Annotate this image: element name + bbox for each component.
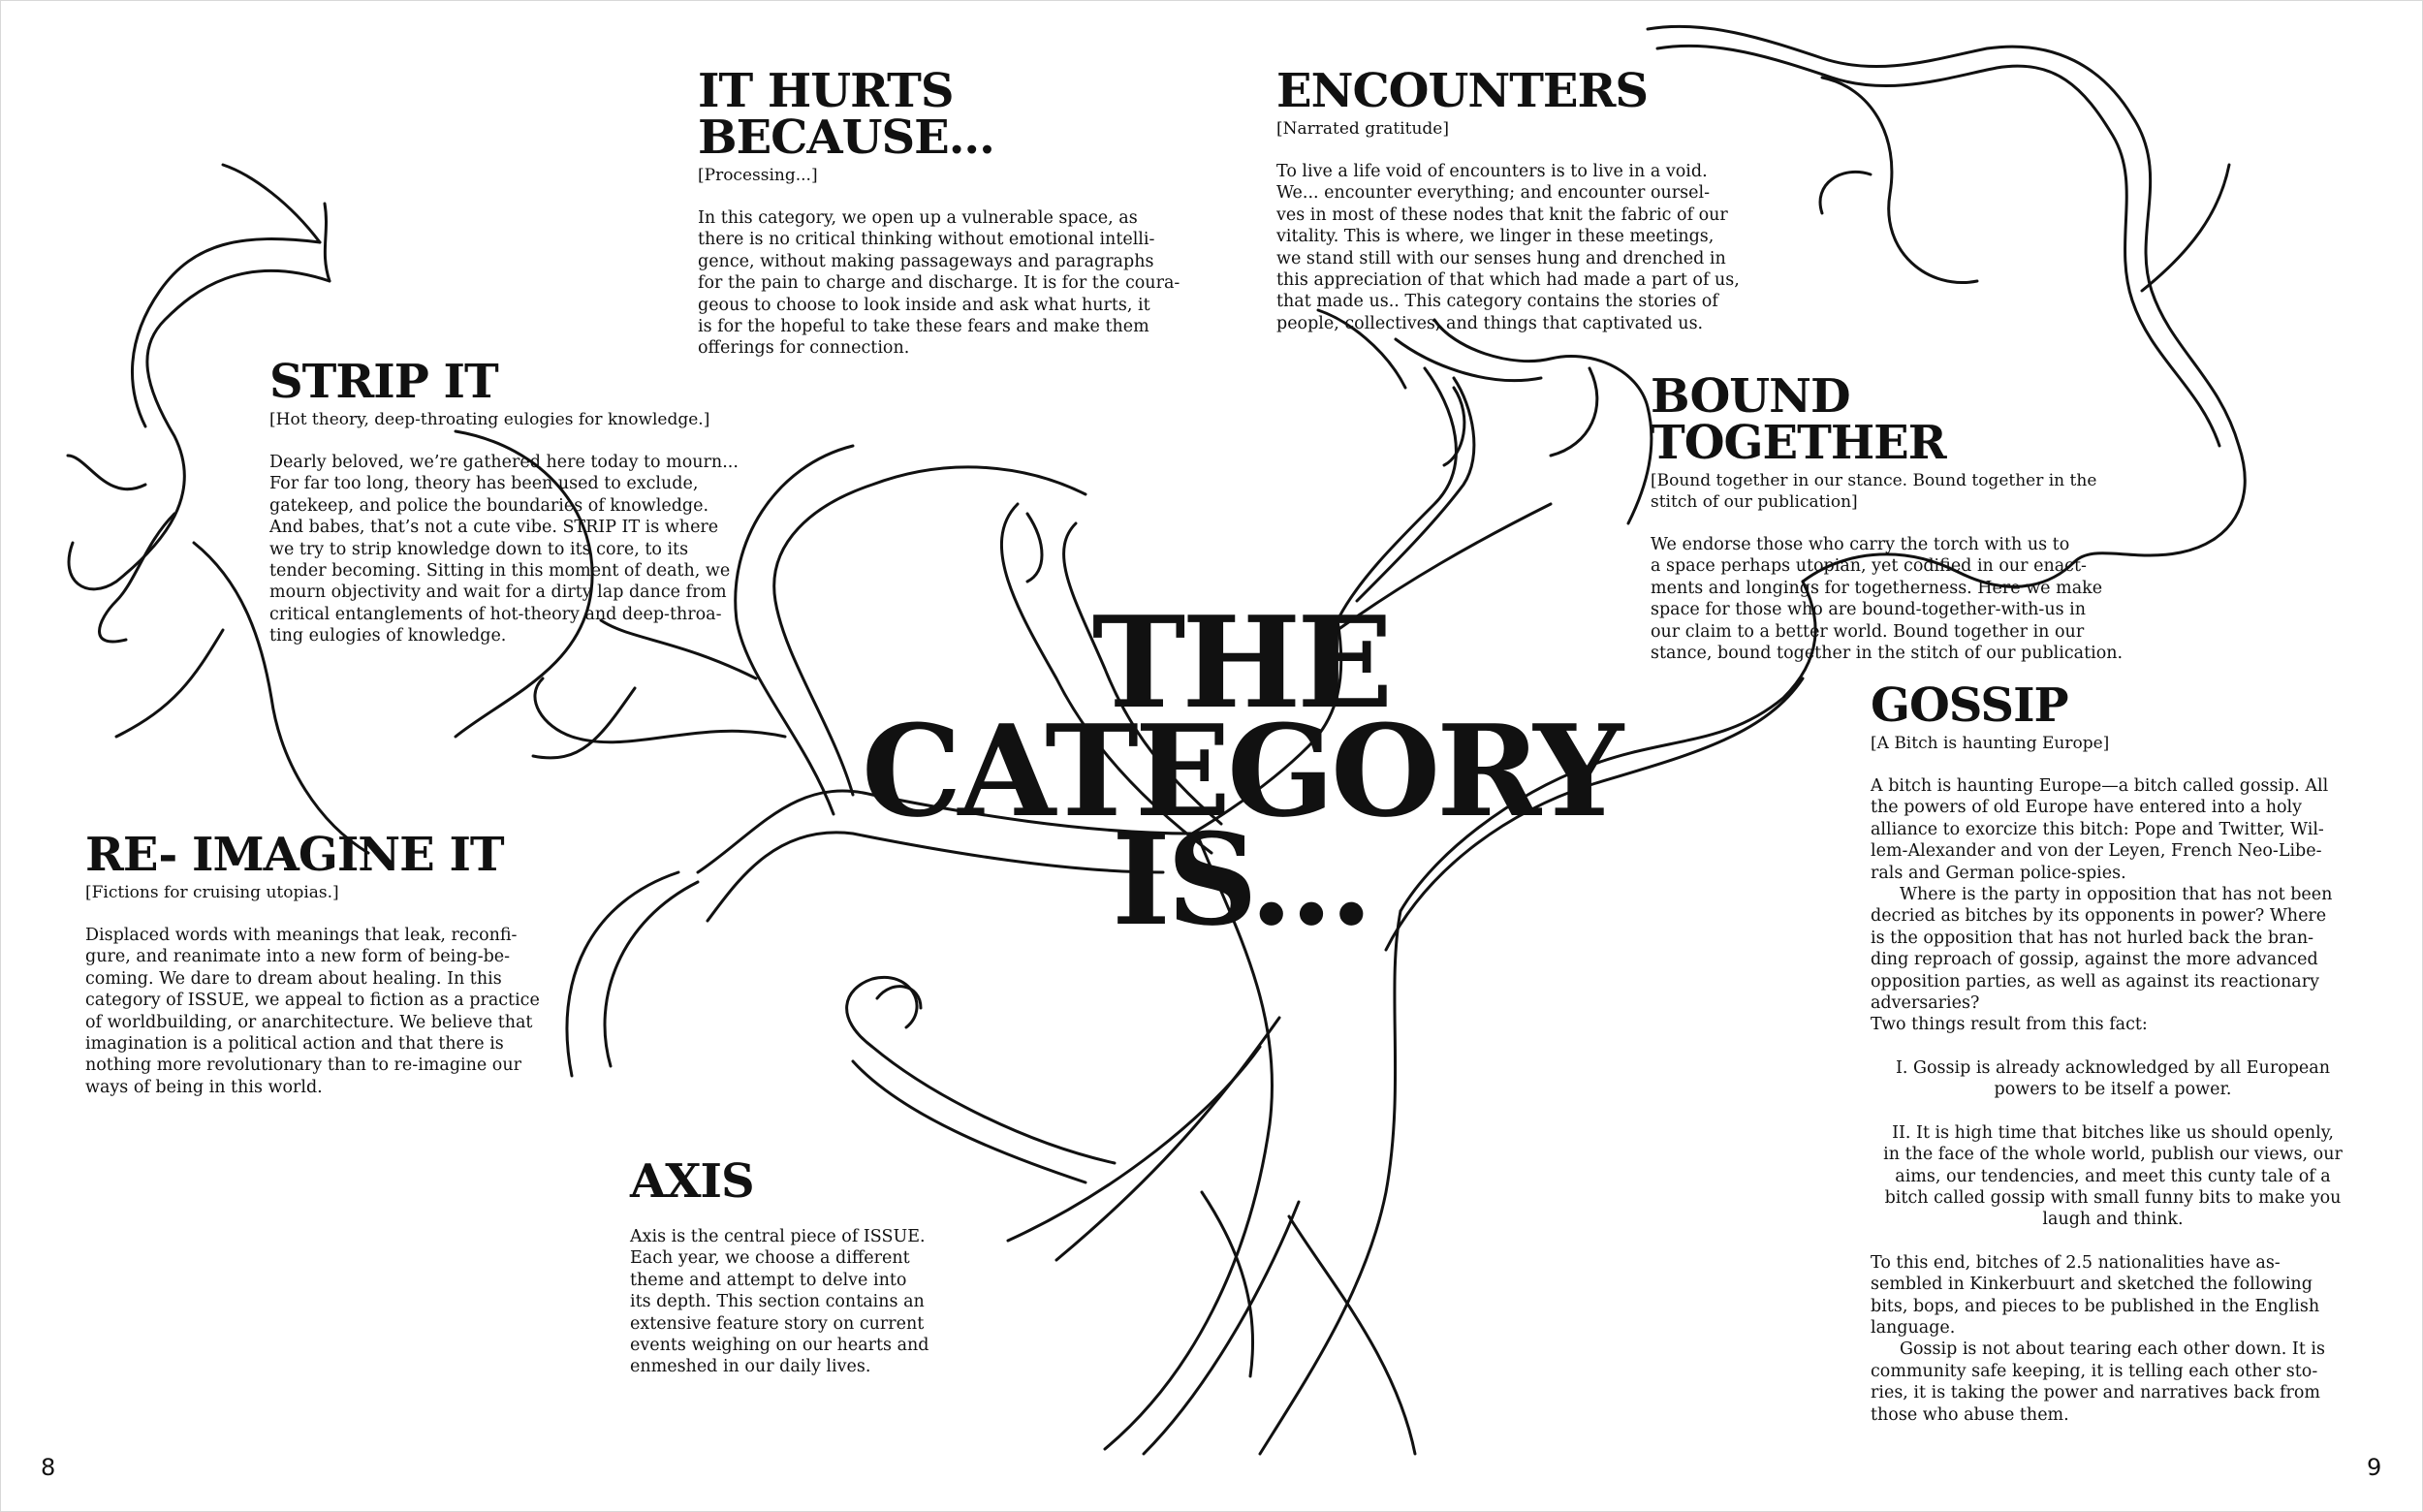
section-body	[1276, 161, 1761, 334]
body-line: ting eulogies of knowledge.	[269, 626, 507, 646]
section-strip-it	[269, 355, 754, 647]
section-subtitle: [Narrated gratitude]	[1276, 119, 1449, 139]
section-subtitle: [A Bitch is haunting Europe]	[1871, 734, 2110, 753]
paragraph-gap	[1871, 1231, 2355, 1252]
page-number-left: 8	[41, 1454, 56, 1481]
body-line: geous to choose to look inside and ask what hurts, it	[698, 295, 1150, 315]
center-title-line: THE	[1091, 588, 1390, 737]
section-subtitle: [Fictions for cruising utopias.]	[85, 883, 339, 902]
section-heading: BOUND TOGETHER	[1651, 369, 1946, 470]
section-re-imagine-it	[85, 828, 589, 1098]
section-heading: IT HURTS BECAUSE...	[698, 64, 994, 165]
body-line: lem-Alexander and von der Leyen, French Neo-Libe-	[1871, 841, 2322, 862]
body-line: stance, bound together in the stitch of our publication.	[1651, 644, 2124, 664]
body-line: bitch called gossip with small funny bits to make you	[1884, 1187, 2342, 1208]
body-line: vitality. This is where, we linger in these meetings,	[1276, 227, 1715, 247]
center-title-line: CATEGORY	[861, 697, 1621, 845]
section-body	[698, 207, 1241, 360]
body-line: its depth. This section contains an	[630, 1292, 925, 1312]
section-body	[85, 925, 589, 1098]
body-line: II. It is high time that bitches like us should openly,	[1892, 1122, 2334, 1143]
body-line: And babes, that’s not a cute vibe. STRIP IT is where	[269, 518, 719, 538]
section-it-hurts	[698, 64, 1241, 360]
body-line: rals and German police-spies.	[1871, 863, 2126, 883]
body-line: ves in most of these nodes that knit the fabric of our	[1276, 205, 1728, 225]
body-line: To this end, bitches of 2.5 nationalities have as-	[1871, 1252, 2281, 1273]
section-heading: GOSSIP	[1871, 678, 2068, 733]
body-line: alliance to exorcize this bitch: Pope and Twitter, Wil-	[1871, 819, 2324, 839]
body-line: language.	[1871, 1317, 1956, 1338]
body-line: aims, our tendencies, and meet this cunty tale of a	[1895, 1166, 2331, 1186]
body-line: space for those who are bound-together-with-us in	[1651, 600, 2087, 620]
body-line: In this category, we open up a vulnerable space, as	[698, 208, 1138, 228]
body-line: theme and attempt to delve into	[630, 1270, 907, 1290]
body-line: Displaced words with meanings that leak, reconfi-	[85, 926, 518, 945]
body-line: bits, bops, and pieces to be published in the English	[1871, 1296, 2320, 1316]
section-bound-together	[1651, 369, 2135, 664]
body-line: We... encounter everything; and encounter oursel-	[1276, 183, 1710, 204]
body-line: For far too long, theory has been used to exclude,	[269, 474, 699, 494]
body-line: there is no critical thinking without emotional intelli-	[698, 230, 1155, 250]
body-line: Gossip is not about tearing each other down. It is	[1900, 1339, 2325, 1360]
body-line: enmeshed in our daily lives.	[630, 1357, 871, 1377]
center-title-line: IS...	[1112, 805, 1369, 954]
section-encounters	[1276, 64, 1761, 334]
section-body	[1651, 534, 2135, 664]
body-line: extensive feature story on current	[630, 1313, 925, 1334]
body-line: is the opposition that has not hurled back the bran-	[1871, 928, 2314, 948]
section-heading: ENCOUNTERS	[1276, 64, 1649, 118]
section-subtitle: [Processing...]	[698, 166, 818, 185]
section-heading: RE- IMAGINE IT	[85, 828, 504, 882]
body-line: this appreciation of that which had made a part of us,	[1276, 270, 1740, 291]
body-line: opposition parties, as well as against its reactionary	[1871, 971, 2319, 992]
body-line: ding reproach of gossip, against the more advanced	[1871, 950, 2318, 970]
paragraph-gap	[1871, 1036, 2355, 1057]
section-axis	[630, 1154, 979, 1378]
section-heading: AXIS	[630, 1154, 754, 1209]
body-line: ments and longings for togetherness. Here we make	[1651, 578, 2103, 598]
body-line: a space perhaps utopian, yet codified in our enact-	[1651, 556, 2087, 577]
body-line: events weighing on our hearts and	[630, 1336, 929, 1356]
body-line: Each year, we choose a different	[630, 1248, 910, 1269]
body-line: coming. We dare to dream about healing. In this	[85, 968, 502, 989]
section-body	[630, 1226, 979, 1378]
body-line: Axis is the central piece of ISSUE.	[630, 1227, 926, 1246]
body-line: ways of being in this world.	[85, 1077, 323, 1097]
body-line: gence, without making passageways and paragraphs	[698, 251, 1154, 271]
body-line: gatekeep, and police the boundaries of knowledge.	[269, 495, 709, 516]
section-subtitle	[1651, 470, 2135, 513]
section-gossip	[1871, 678, 2355, 1426]
body-line: of worldbuilding, or anarchitecture. We believe that	[85, 1012, 533, 1032]
body-line: mourn objectivity and wait for a dirty lap dance from	[269, 583, 727, 603]
paragraph-gap	[1871, 1101, 2355, 1122]
body-line: Two things result from this fact:	[1871, 1015, 2148, 1035]
body-line: decried as bitches by its opponents in power? Where	[1871, 906, 2327, 927]
page-number-right: 9	[2367, 1454, 2382, 1481]
body-line: that made us.. This category contains the stories of	[1276, 292, 1718, 312]
body-line: is for the hopeful to take these fears and make them	[698, 317, 1149, 337]
body-line: A bitch is haunting Europe—a bitch called gossip. All	[1871, 776, 2329, 796]
body-line: I. Gossip is already acknowledged by all European	[1895, 1057, 2330, 1078]
body-line: gure, and reanimate into a new form of being-be-	[85, 947, 511, 967]
subtitle-line: stitch of our publication]	[1651, 492, 1858, 512]
body-line: Where is the party in opposition that has not been	[1900, 885, 2333, 905]
section-body	[269, 452, 754, 647]
body-line: powers to be itself a power.	[1994, 1080, 2232, 1100]
body-line: for the pain to charge and discharge. It is for the coura-	[698, 273, 1180, 294]
body-line: ries, it is taking the power and narratives back from	[1871, 1383, 2321, 1403]
body-line: adversaries?	[1871, 993, 1980, 1014]
body-line: people, collectives, and things that captivated us.	[1276, 313, 1704, 333]
body-line: in the face of the whole world, publish our views, our	[1883, 1145, 2343, 1165]
body-line: To live a life void of encounters is to live in a void.	[1276, 162, 1708, 181]
body-line: our claim to a better world. Bound together in our	[1651, 621, 2085, 642]
body-line: Dearly beloved, we’re gathered here today to mourn...	[269, 453, 739, 472]
subtitle-line: [Bound together in our stance. Bound together in the	[1651, 471, 2097, 490]
body-line: we try to strip knowledge down to its core, to its	[269, 539, 689, 559]
body-line: community safe keeping, it is telling each other sto-	[1871, 1361, 2318, 1381]
body-line: those who abuse them.	[1871, 1404, 2069, 1425]
section-subtitle: [Hot theory, deep-throating eulogies for knowledge.]	[269, 410, 710, 429]
body-line: offerings for connection.	[698, 338, 910, 359]
body-line: critical entanglements of hot-theory and deep-throa-	[269, 604, 722, 624]
body-line: tender becoming. Sitting in this moment of death, we	[269, 561, 731, 582]
section-body	[1871, 775, 2355, 1426]
body-line: laugh and think.	[2042, 1210, 2184, 1230]
body-line: We endorse those who carry the torch with us to	[1651, 535, 2070, 554]
body-line: nothing more revolutionary than to re-imagine our	[85, 1055, 521, 1076]
body-line: category of ISSUE, we appeal to fiction as a practice	[85, 991, 540, 1011]
body-line: the powers of old Europe have entered into a holy	[1871, 798, 2303, 818]
body-line: we stand still with our senses hung and drenched in	[1276, 248, 1726, 268]
center-title	[853, 588, 1628, 954]
section-heading: STRIP IT	[269, 355, 498, 409]
body-line: sembled in Kinkerbuurt and sketched the following	[1871, 1275, 2313, 1295]
body-line: imagination is a political action and that there is	[85, 1034, 504, 1055]
